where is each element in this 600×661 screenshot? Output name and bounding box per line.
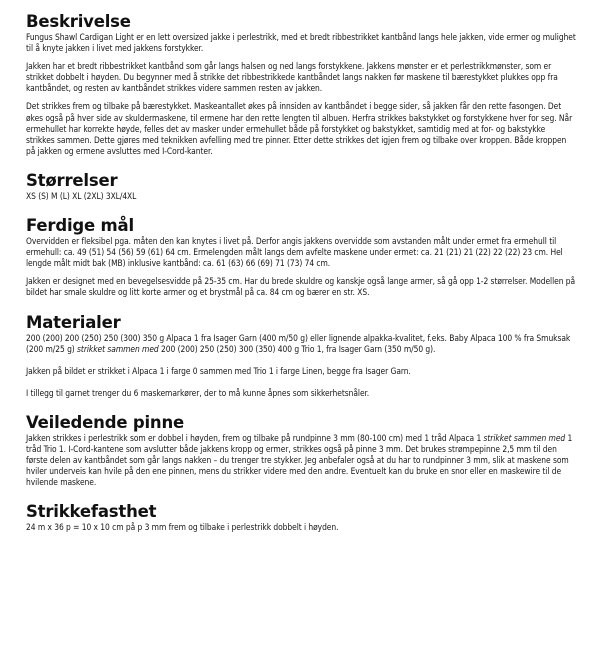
materialer-paragraph-1 bbox=[26, 333, 576, 355]
heading-beskrivelse: Beskrivelse bbox=[26, 12, 131, 31]
section-storrelser bbox=[26, 171, 576, 202]
veiledende-pinne-paragraph bbox=[26, 433, 576, 488]
materialer-text-b: 200 (200) 250 (250) 300 (350) 400 g Trio 1, fra Isager Garn (350 m/50 g). bbox=[158, 343, 436, 354]
beskrivelse-paragraph-2: Jakken har et bredt ribbestrikket kantbånd som går langs halsen og ned langs forstykkene. Jakkens mønster er et perlestrikkmønster, som er strikket dobbelt i høyden. Du begynner med å strikke det ribbestrikkede kantbåndet langs nakken før maskene til bærestykket plukkes opp fra kantbåndet, og resten av kantbåndet strikkes videre sammen resten av jakken. bbox=[26, 61, 558, 94]
section-materialer bbox=[26, 313, 576, 399]
storrelser-paragraph: XS (S) M (L) XL (2XL) 3XL/4XL bbox=[26, 190, 137, 201]
heading-materialer: Materialer bbox=[26, 312, 121, 332]
ferdige-mal-paragraph-2: Jakken er designet med en bevegelsesvidde på 25-35 cm. Har du brede skuldre og kanskje også lange armer, så gå opp 1-2 størrelser. Modellen på bildet har smale skuldre og litt korte armer og et brystmål på ca. 84 cm og bærer en str. XS. bbox=[26, 276, 576, 298]
section-strikkefasthet bbox=[26, 502, 576, 533]
beskrivelse-paragraph-1: Fungus Shawl Cardigan Light er en lett oversized jakke i perlestrikk, med et bredt ribbestrikket kantbånd langs hele jakken, vide ermer og mulighet til å knyte jakken i livet med jakkens forstykker. bbox=[26, 32, 576, 54]
pinne-emphasis: strikket sammen med bbox=[483, 432, 566, 443]
heading-strikkefasthet: Strikkefasthet bbox=[26, 502, 157, 522]
heading-storrelser: Størrelser bbox=[26, 170, 118, 190]
section-beskrivelse bbox=[26, 12, 576, 157]
heading-ferdige-mal: Ferdige mål bbox=[26, 216, 134, 236]
section-veiledende-pinne bbox=[26, 413, 576, 488]
materialer-paragraph-2: Jakken på bildet er strikket i Alpaca 1 i farge 0 sammen med Trio 1 i farge Linen, begge fra Isager Garn. bbox=[26, 365, 411, 376]
pinne-text-b: 1 tråd Trio 1. I-Cord-kantene som avslutter både jakkens kropp og ermer, strikkes også på pinne 3 mm. Det brukes strømpepinne 2,5 mm til den første delen av kantbåndet som går langs nakken – du trenger tre stykker. Jeg anbefaler også at du har to rundpinner 3 mm, slik at maskene som hviler underveis kan hvile på den ene pinnen, mens du strikker videre med den andre. Eventuelt kan du bruke en snor eller en maskewire til de hvilende maskene. bbox=[26, 432, 573, 488]
strikkefasthet-paragraph: 24 m x 36 p = 10 x 10 cm på p 3 mm frem og tilbake i perlestrikk dobbelt i høyden. bbox=[26, 522, 339, 533]
pinne-text-a: Jakken strikkes i perlestrikk som er dobbel i høyden, frem og tilbake på rundpinne 3 mm (80-100 cm) med 1 tråd Alpaca 1 bbox=[26, 432, 484, 443]
materialer-emphasis: strikket sammen med bbox=[77, 343, 159, 354]
section-ferdige-mal bbox=[26, 216, 576, 298]
materialer-paragraph-3: I tillegg til garnet trenger du 6 maskemarkører, der to må kunne åpnes som sikkerhetsnåler. bbox=[26, 387, 370, 398]
beskrivelse-paragraph-3: Det strikkes frem og tilbake på bærestykket. Maskeantallet økes på innsiden av kantbåndet i begge sider, så jakken får den rette fasongen. Det økes også på hver side av skuldermaskene, til ermene har den rette lengten til albuen. Herfra strikkes bakstykket og forstykkene hver for seg. Når ermehullet har korrekte høyde, felles det av masker under ermehullet både på forstykket og bakstykket, samtidig med at for- og bakstykke strikkes sammen. Dette gjøres med teknikken avfelling med tre pinner. Etter dette strikkes det igjen frem og tilbake over kroppen. Både kroppen på jakken og ermene avsluttes med I-Cord-kanter. bbox=[26, 101, 573, 156]
ferdige-mal-paragraph-1: Overvidden er fleksibel pga. måten den kan knytes i livet på. Derfor angis jakkens overvidde som avstanden målt under ermet fra ermehull til ermehull: ca. 49 (51) 54 (56) 59 (61) 64 cm. Ermelengden målt langs dem avfelte maskene under ermet: ca. 21 (21) 21 (22) 22 (22) 23 cm. Hel lengde målt midt bak (MB) inklusive kantbånd: ca. 61 (63) 66 (69) 71 (73) 74 cm. bbox=[26, 236, 563, 269]
materialer-text-a: 200 (200) 200 (250) 250 (300) 350 g Alpaca 1 fra Isager Garn (400 m/50 g) eller lignende alpakka-kvalitet, f.eks. Baby Alpaca 100 % fra Smuksak (200 m/25 g) bbox=[26, 332, 571, 354]
heading-veiledende-pinne: Veiledende pinne bbox=[26, 412, 185, 432]
